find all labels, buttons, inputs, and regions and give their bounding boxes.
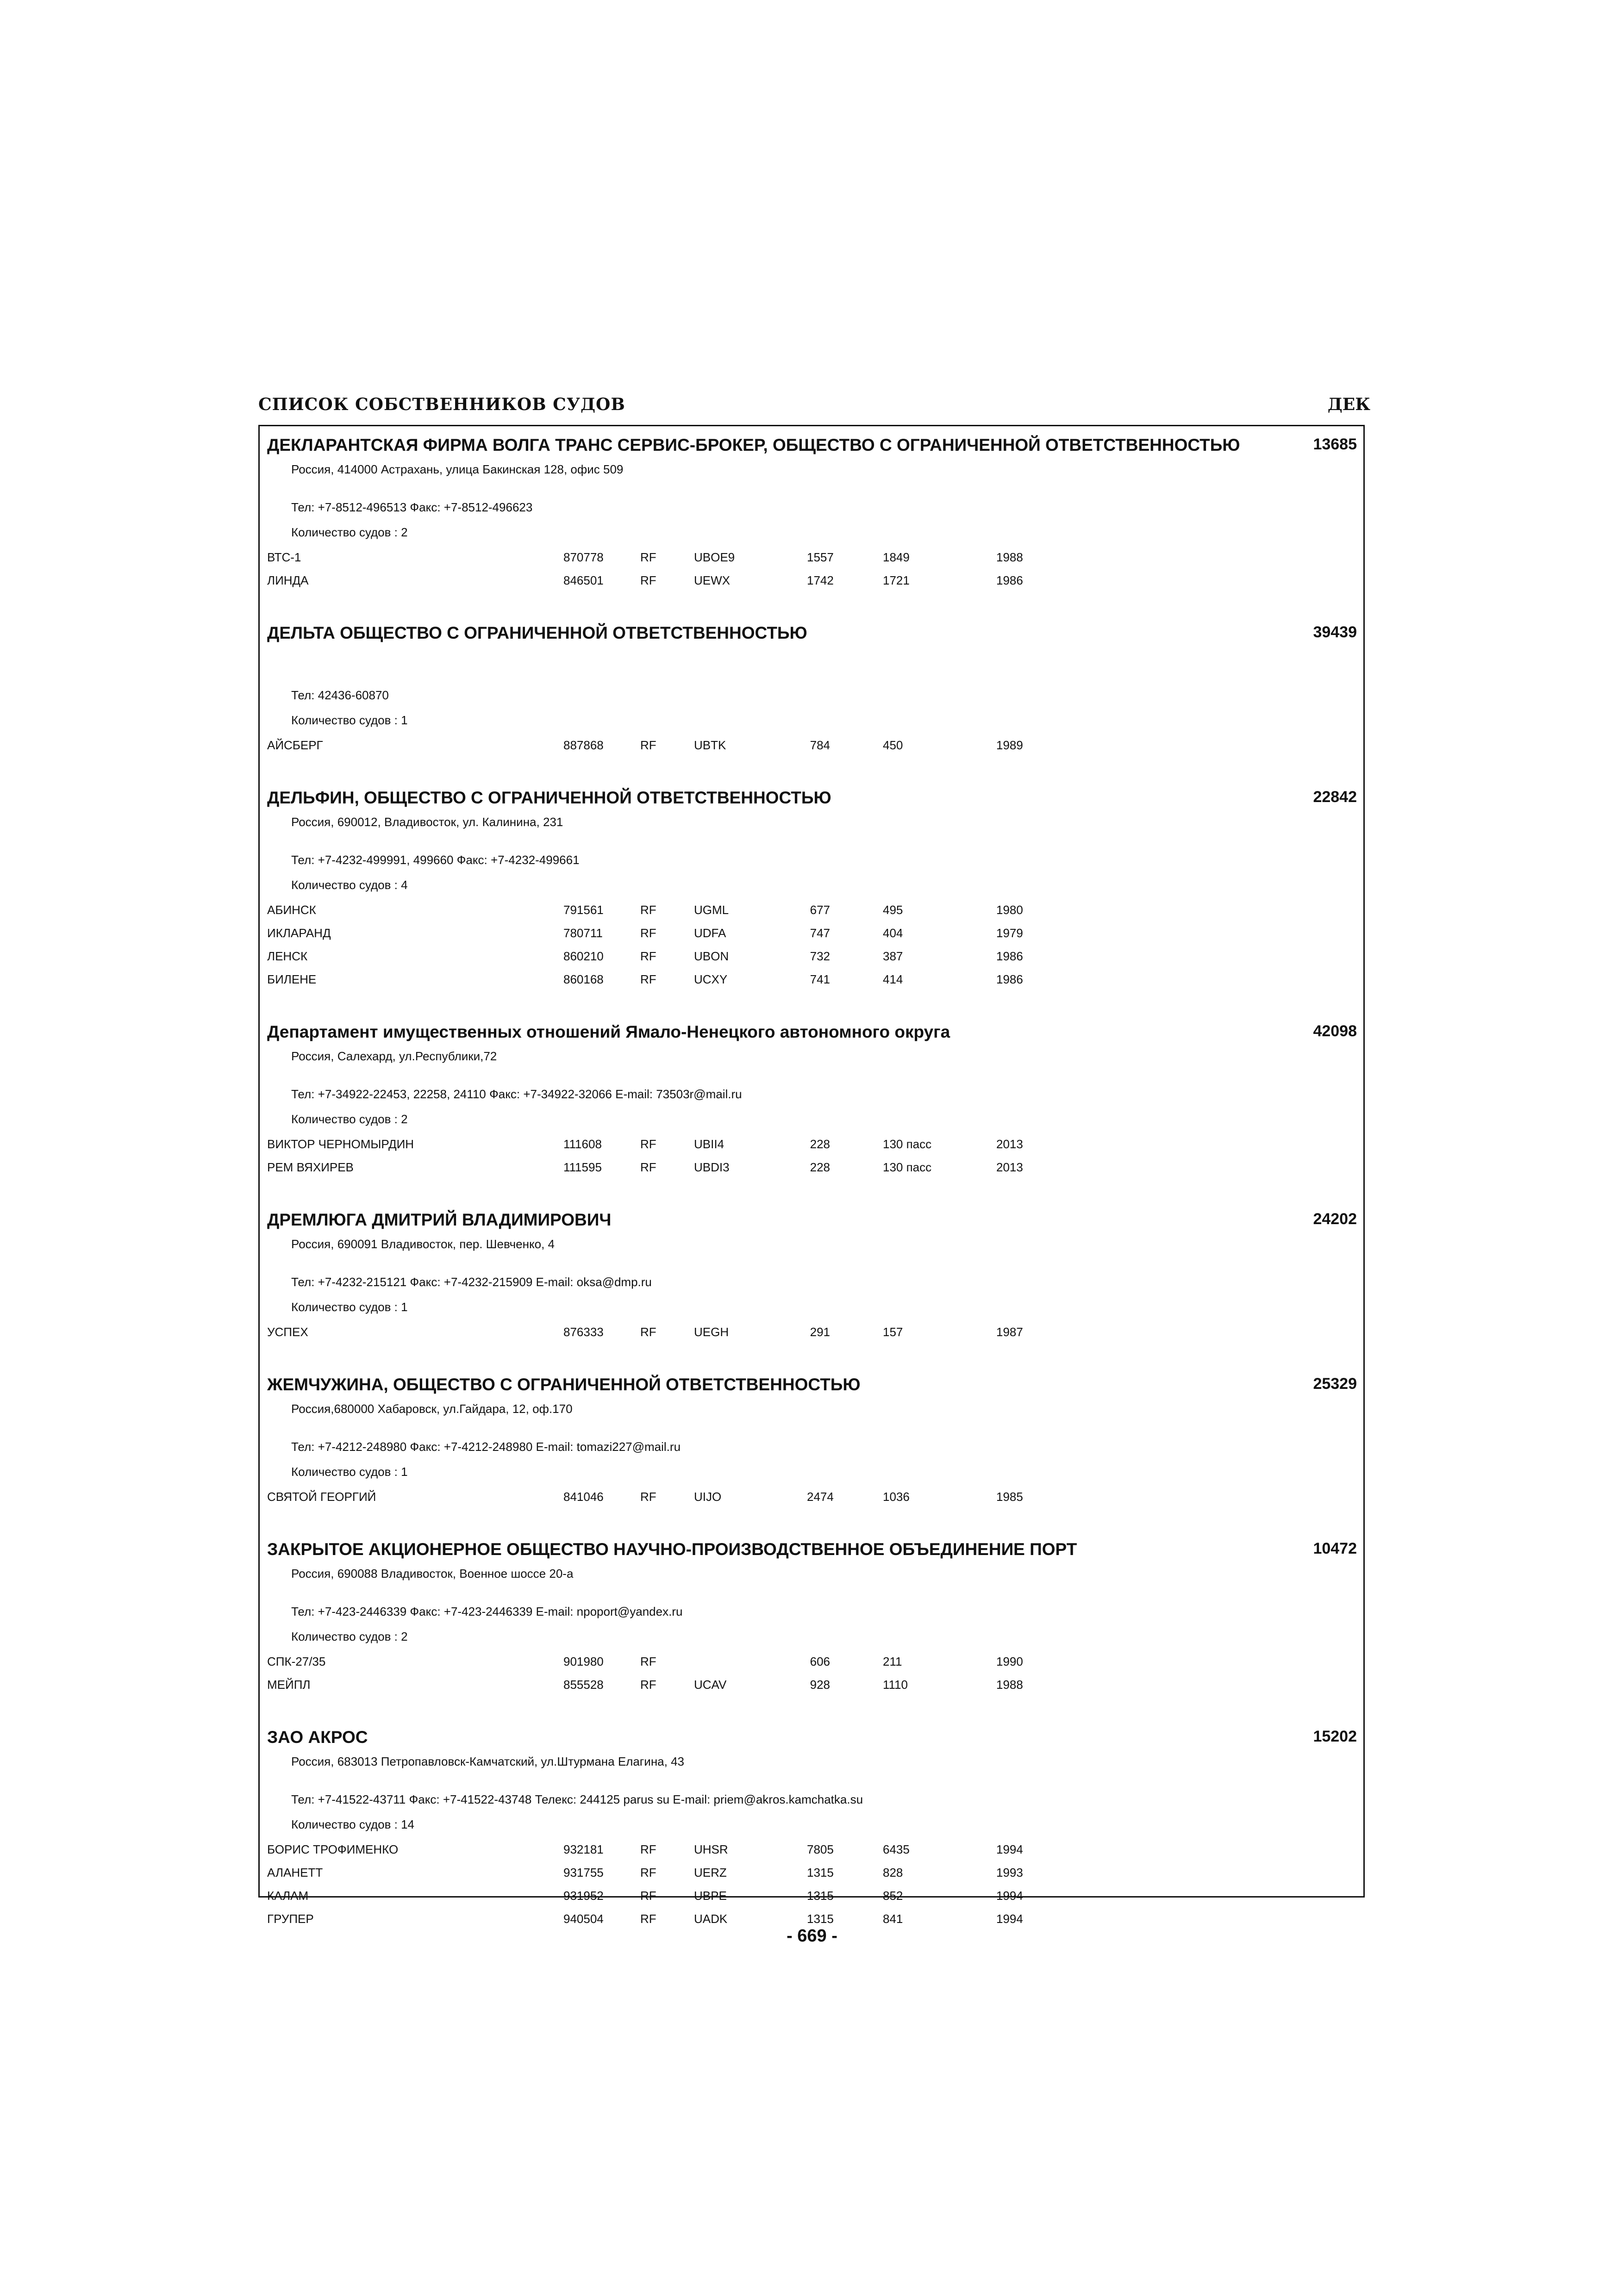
ship-number: 846501 — [563, 573, 604, 587]
ship-flag: RF — [640, 1866, 656, 1879]
ship-callsign: UCAV — [694, 1678, 727, 1692]
owner-name: ЖЕМЧУЖИНА, ОБЩЕСТВО С ОГРАНИЧЕННОЙ ОТВЕТСТВЕННОСТЬЮ — [267, 1375, 861, 1394]
ship-flag: RF — [640, 926, 656, 940]
owner-name: ДЕЛЬФИН, ОБЩЕСТВО С ОГРАНИЧЕННОЙ ОТВЕТСТВЕННОСТЬЮ — [267, 788, 831, 807]
ship-callsign: UGML — [694, 903, 729, 917]
ship-year: 1986 — [996, 949, 1023, 963]
ship-year: 1987 — [996, 1325, 1023, 1339]
ship-deadweight: 495 — [883, 903, 903, 917]
ship-callsign: UBTK — [694, 738, 726, 752]
ship-number: 860168 — [563, 972, 604, 986]
ship-deadweight: 828 — [883, 1866, 903, 1879]
ship-number: 887868 — [563, 738, 604, 752]
ship-count: Количество судов : 1 — [291, 1300, 408, 1314]
ship-year: 1988 — [996, 550, 1023, 564]
ship-tonnage: 747 — [810, 926, 830, 940]
ship-tonnage: 291 — [810, 1325, 830, 1339]
ship-year: 2013 — [996, 1160, 1023, 1174]
ship-row — [267, 949, 1332, 968]
ship-flag: RF — [640, 1490, 656, 1504]
ship-row — [267, 1866, 1332, 1884]
owner-entry — [260, 426, 1363, 614]
ship-flag: RF — [640, 1655, 656, 1668]
ship-deadweight: 130 пасс — [883, 1160, 932, 1174]
owner-name: ДЕЛЬТА ОБЩЕСТВО С ОГРАНИЧЕННОЙ ОТВЕТСТВЕННОСТЬЮ — [267, 623, 807, 642]
ship-name: ЛИНДА — [267, 573, 309, 587]
ship-row — [267, 903, 1332, 921]
ship-callsign: UBOE9 — [694, 550, 735, 564]
ship-row — [267, 1325, 1332, 1344]
ship-callsign: UHSR — [694, 1842, 728, 1856]
ship-callsign: UEGH — [694, 1325, 729, 1339]
ship-flag: RF — [640, 573, 656, 587]
ship-year: 1994 — [996, 1842, 1023, 1856]
ship-name: ВИКТОР ЧЕРНОМЫРДИН — [267, 1137, 414, 1151]
ship-tonnage: 741 — [810, 972, 830, 986]
ship-flag: RF — [640, 1325, 656, 1339]
ship-deadweight: 404 — [883, 926, 903, 940]
ship-count: Количество судов : 1 — [291, 713, 408, 727]
ship-flag: RF — [640, 1889, 656, 1903]
ship-deadweight: 852 — [883, 1889, 903, 1903]
ship-year: 1985 — [996, 1490, 1023, 1504]
owner-code: 25329 — [1313, 1375, 1357, 1393]
ship-callsign: UBII4 — [694, 1137, 725, 1151]
ship-flag: RF — [640, 1842, 656, 1856]
ship-name: АЛАНЕТТ — [267, 1866, 323, 1879]
ship-callsign: UEWX — [694, 573, 730, 587]
ship-year: 1994 — [996, 1912, 1023, 1926]
ship-flag: RF — [640, 1160, 656, 1174]
ship-row — [267, 1889, 1332, 1907]
ship-callsign: UADK — [694, 1912, 728, 1926]
owner-name: ДЕКЛАРАНТСКАЯ ФИРМА ВОЛГА ТРАНС СЕРВИС-БРОКЕР, ОБЩЕСТВО С ОГРАНИЧЕННОЙ ОТВЕТСТВЕННОСТЬЮ — [267, 436, 1240, 454]
owner-address: Россия, 690012, Владивосток, ул. Калинина, 231 — [291, 815, 563, 829]
ship-flag: RF — [640, 903, 656, 917]
ship-flag: RF — [640, 738, 656, 752]
ship-year: 1988 — [996, 1678, 1023, 1692]
ship-count: Количество судов : 1 — [291, 1465, 408, 1479]
page-number: - 669 - — [787, 1926, 837, 1946]
ship-callsign: UIJO — [694, 1490, 722, 1504]
ship-tonnage: 784 — [810, 738, 830, 752]
ship-name: АЙСБЕРГ — [267, 738, 323, 752]
owner-name: ДРЕМЛЮГА ДМИТРИЙ ВЛАДИМИРОВИЧ — [267, 1210, 612, 1229]
ship-number: 855528 — [563, 1678, 604, 1692]
ship-name: АБИНСК — [267, 903, 316, 917]
ship-deadweight: 1721 — [883, 573, 910, 587]
owner-entry — [260, 614, 1363, 779]
ship-year: 1979 — [996, 926, 1023, 940]
ship-name: ЛЕНСК — [267, 949, 308, 963]
owner-code: 10472 — [1313, 1540, 1357, 1557]
ship-row — [267, 1137, 1332, 1156]
ship-number: 940504 — [563, 1912, 604, 1926]
ship-number: 931952 — [563, 1889, 604, 1903]
owner-contacts: Тел: +7-4232-499991, 499660 Факс: +7-4232-499661 — [291, 853, 580, 867]
ship-deadweight: 130 пасс — [883, 1137, 932, 1151]
owner-name: ЗАО АКРОС — [267, 1728, 368, 1747]
ship-count: Количество судов : 2 — [291, 1630, 408, 1643]
ship-row — [267, 1655, 1332, 1673]
ship-deadweight: 1849 — [883, 550, 910, 564]
owner-code: 39439 — [1313, 623, 1357, 641]
ship-tonnage: 2474 — [807, 1490, 834, 1504]
owner-address: Россия,680000 Хабаровск, ул.Гайдара, 12, оф.170 — [291, 1402, 573, 1416]
ship-row — [267, 1678, 1332, 1696]
page-header-abbr: ДЕК — [1327, 395, 1370, 414]
ship-row — [267, 1842, 1332, 1861]
owner-name: Департамент имущественных отношений Ямало-Ненецкого автономного округа — [267, 1022, 950, 1041]
ship-callsign: UERZ — [694, 1866, 727, 1879]
ship-count: Количество судов : 14 — [291, 1817, 415, 1831]
ship-flag: RF — [640, 1912, 656, 1926]
ship-callsign: UDFA — [694, 926, 726, 940]
ship-tonnage: 228 — [810, 1160, 830, 1174]
ship-name: ИКЛАРАНД — [267, 926, 331, 940]
owner-contacts: Тел: +7-4212-248980 Факс: +7-4212-248980 E-mail: tomazi227@mail.ru — [291, 1440, 681, 1454]
ship-tonnage: 1557 — [807, 550, 834, 564]
owner-address: Россия, 690088 Владивосток, Военное шоссе 20-а — [291, 1567, 574, 1580]
ship-flag: RF — [640, 1137, 656, 1151]
ship-number: 931755 — [563, 1866, 604, 1879]
ship-tonnage: 1315 — [807, 1912, 834, 1926]
ship-count: Количество судов : 2 — [291, 525, 408, 539]
page-header-title: СПИСОК СОБСТВЕННИКОВ СУДОВ — [258, 395, 625, 414]
ship-row — [267, 1490, 1332, 1508]
ship-count: Количество судов : 4 — [291, 878, 408, 892]
ship-tonnage: 928 — [810, 1678, 830, 1692]
ship-flag: RF — [640, 972, 656, 986]
ship-row — [267, 738, 1332, 757]
ship-row — [267, 550, 1332, 569]
ship-tonnage: 7805 — [807, 1842, 834, 1856]
ship-number: 111608 — [563, 1137, 602, 1151]
owner-address: Россия, Салехард, ул.Республики,72 — [291, 1049, 497, 1063]
ship-number: 780711 — [563, 926, 603, 940]
ship-name: БОРИС ТРОФИМЕНКО — [267, 1842, 399, 1856]
ship-deadweight: 157 — [883, 1325, 903, 1339]
ship-flag: RF — [640, 949, 656, 963]
ship-name: УСПЕХ — [267, 1325, 308, 1339]
ship-number: 791561 — [563, 903, 604, 917]
ship-year: 1980 — [996, 903, 1023, 917]
ship-flag: RF — [640, 1678, 656, 1692]
owner-entry — [260, 1201, 1363, 1366]
owner-entry — [260, 1531, 1363, 1718]
ship-year: 1989 — [996, 738, 1023, 752]
ship-row — [267, 926, 1332, 945]
ship-tonnage: 732 — [810, 949, 830, 963]
ship-flag: RF — [640, 550, 656, 564]
owner-address: Россия, 683013 Петропавловск-Камчатский, ул.Штурмана Елагина, 43 — [291, 1755, 684, 1768]
ship-callsign: UBDI3 — [694, 1160, 730, 1174]
ship-deadweight: 450 — [883, 738, 903, 752]
owner-contacts: Тел: +7-423-2446339 Факс: +7-423-2446339 E-mail: npoport@yandex.ru — [291, 1605, 683, 1618]
ship-callsign: UBPE — [694, 1889, 727, 1903]
ship-name: СВЯТОЙ ГЕОРГИЙ — [267, 1490, 376, 1504]
ship-row — [267, 573, 1332, 592]
owner-code: 42098 — [1313, 1022, 1357, 1040]
owner-name: ЗАКРЫТОЕ АКЦИОНЕРНОЕ ОБЩЕСТВО НАУЧНО-ПРОИЗВОДСТВЕННОЕ ОБЪЕДИНЕНИЕ ПОРТ — [267, 1540, 1077, 1559]
ship-year: 1990 — [996, 1655, 1023, 1668]
ship-number: 932181 — [563, 1842, 604, 1856]
ship-year: 2013 — [996, 1137, 1023, 1151]
ship-name: МЕЙПЛ — [267, 1678, 311, 1692]
owner-entry — [260, 1366, 1363, 1531]
ship-row — [267, 972, 1332, 991]
ship-year: 1986 — [996, 972, 1023, 986]
owner-code: 13685 — [1313, 436, 1357, 453]
ship-number: 870778 — [563, 550, 604, 564]
ship-number: 860210 — [563, 949, 604, 963]
ship-deadweight: 211 — [883, 1655, 902, 1668]
ship-number: 901980 — [563, 1655, 604, 1668]
ship-tonnage: 1742 — [807, 573, 834, 587]
ship-deadweight: 414 — [883, 972, 903, 986]
owner-code: 22842 — [1313, 788, 1357, 806]
ship-number: 111595 — [563, 1160, 602, 1174]
ship-tonnage: 1315 — [807, 1889, 834, 1903]
ship-year: 1986 — [996, 573, 1023, 587]
owner-address: Россия, 690091 Владивосток, пер. Шевченко, 4 — [291, 1237, 555, 1251]
owner-contacts: Тел: +7-41522-43711 Факс: +7-41522-43748 Телекс: 244125 parus su E-mail: priem@akros.kamchatka.su — [291, 1792, 863, 1806]
ship-deadweight: 387 — [883, 949, 903, 963]
ship-deadweight: 841 — [883, 1912, 903, 1926]
ship-year: 1993 — [996, 1866, 1023, 1879]
ship-name: РЕМ ВЯХИРЕВ — [267, 1160, 354, 1174]
ship-name: БИЛЕНЕ — [267, 972, 317, 986]
ship-row — [267, 1160, 1332, 1179]
owner-code: 15202 — [1313, 1728, 1357, 1745]
owner-contacts: Тел: +7-4232-215121 Факс: +7-4232-215909 E-mail: oksa@dmp.ru — [291, 1275, 652, 1289]
ship-tonnage: 1315 — [807, 1866, 834, 1879]
owner-contacts: Тел: 42436-60870 — [291, 688, 389, 702]
ship-tonnage: 606 — [810, 1655, 830, 1668]
ship-name: СПК-27/35 — [267, 1655, 326, 1668]
ship-tonnage: 677 — [810, 903, 830, 917]
ship-year: 1994 — [996, 1889, 1023, 1903]
ship-deadweight: 1036 — [883, 1490, 910, 1504]
owner-entry — [260, 1013, 1363, 1201]
ship-number: 841046 — [563, 1490, 604, 1504]
ship-callsign: UBON — [694, 949, 729, 963]
ship-tonnage: 228 — [810, 1137, 830, 1151]
owner-contacts: Тел: +7-8512-496513 Факс: +7-8512-496623 — [291, 500, 533, 514]
ship-callsign: UCXY — [694, 972, 728, 986]
owners-list-frame — [258, 425, 1365, 1926]
ship-name: ВТС-1 — [267, 550, 301, 564]
ship-number: 876333 — [563, 1325, 604, 1339]
owner-entry — [260, 1718, 1363, 1953]
owner-contacts: Тел: +7-34922-22453, 22258, 24110 Факс: +7-34922-32066 E-mail: 73503r@mail.ru — [291, 1087, 742, 1101]
ship-deadweight: 6435 — [883, 1842, 910, 1856]
ship-count: Количество судов : 2 — [291, 1112, 408, 1126]
owner-address: Россия, 414000 Астрахань, улица Бакинская 128, офис 509 — [291, 462, 624, 476]
owner-entry — [260, 779, 1363, 1013]
ship-deadweight: 1110 — [883, 1678, 908, 1692]
ship-name: КАЛАМ — [267, 1889, 309, 1903]
ship-name: ГРУПЕР — [267, 1912, 314, 1926]
owner-code: 24202 — [1313, 1210, 1357, 1228]
